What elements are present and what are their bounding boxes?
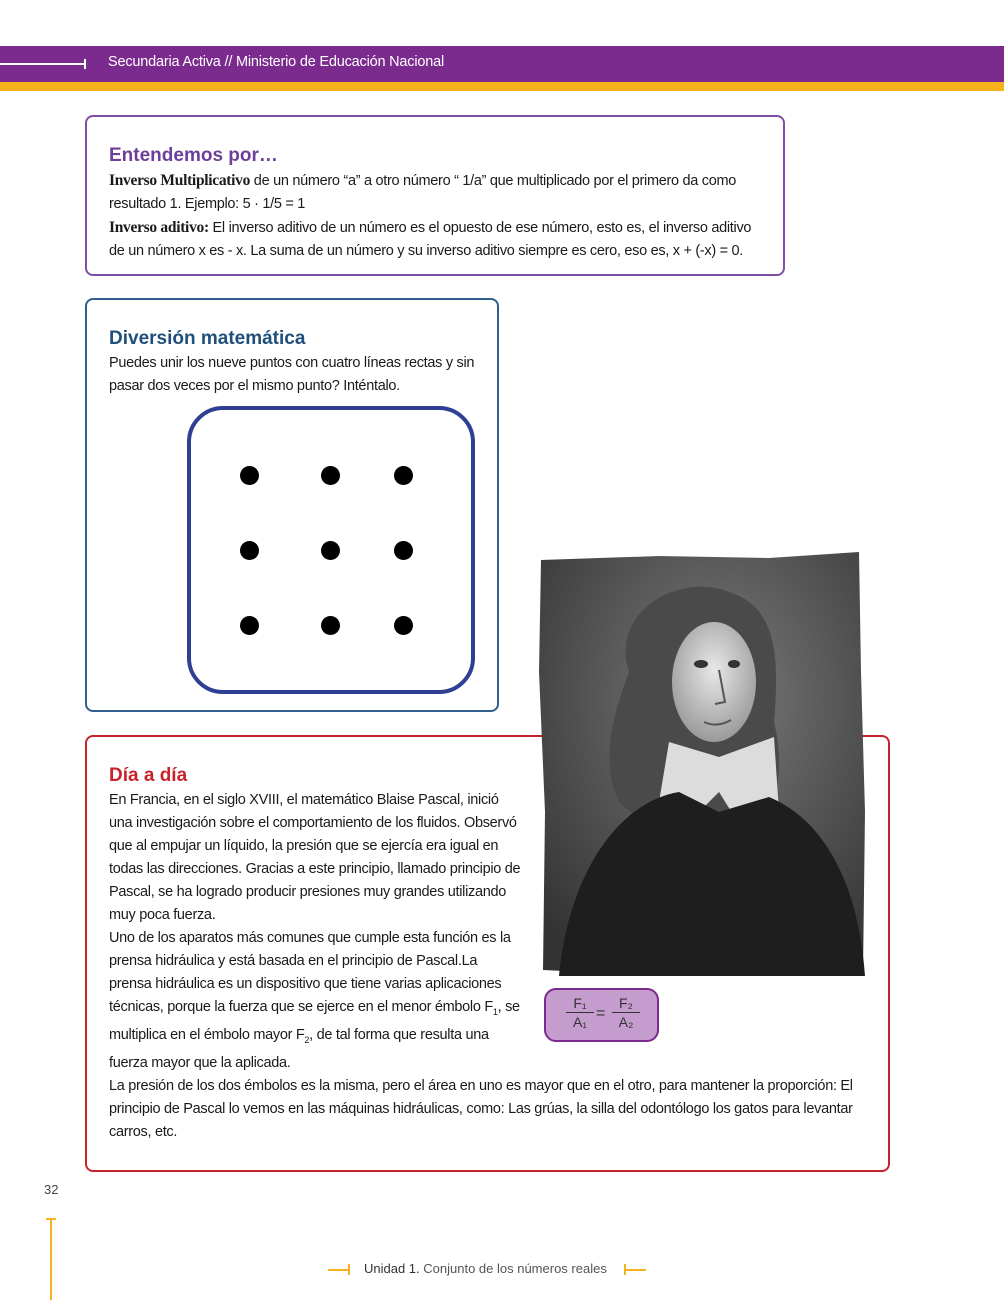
- daily-paragraph-2-part-c: , de tal forma que resulta una fuerza mayor que la aplicada.: [109, 1026, 489, 1071]
- term-multiplicative-inverse: Inverso Multiplicativo: [109, 172, 251, 189]
- daily-paragraph-1: En Francia, en el siglo XVIII, el matemático Blaise Pascal, inició una investigación sobre el comportamiento de los fluidos. Observó que al empujar un líquido, la presión que se ejercía era igual en todas las direcciones. Gracias a este principio, llamado principio de Pascal, se ha logrado producir presiones muy grandes utilizando muy poca fuerza.: [109, 792, 521, 923]
- footer-tick-left: [348, 1264, 350, 1275]
- page-number: 32: [44, 1182, 59, 1197]
- footer-unit-label: Unidad 1.: [364, 1261, 420, 1276]
- daily-title: Día a día: [109, 765, 188, 786]
- definitions-title: Entendemos por…: [109, 145, 278, 166]
- puzzle-dot: [240, 616, 259, 635]
- puzzle-dot: [394, 616, 413, 635]
- puzzle-dot: [321, 541, 340, 560]
- puzzle-dot: [394, 541, 413, 560]
- formula-equals: =: [596, 1005, 606, 1022]
- footer-rule-right: [624, 1269, 646, 1271]
- puzzle-dot: [240, 541, 259, 560]
- definition-additive-inverse: El inverso aditivo de un número es el opuesto de ese número, esto es, el inverso aditivo de un número x es - x. La suma de un número y su inverso aditivo siempre es cero, eso es, x + (-x) = 0.: [109, 220, 752, 259]
- daily-paragraph-2: [109, 927, 521, 1075]
- fraction-left: [566, 995, 594, 1030]
- definitions-box: [85, 115, 785, 276]
- puzzle-dot: [240, 466, 259, 485]
- definition-multiplicative-inverse: de un número “a” a otro número “ 1/a” que multiplicado por el primero da como resultado 1. Ejemplo: 5 · 1/5 = 1: [109, 173, 737, 212]
- footer-unit-title: [364, 1261, 607, 1276]
- margin-rule: [50, 1218, 52, 1300]
- formula-denominator-a2: A₂: [618, 1014, 634, 1030]
- fraction-right: [612, 995, 640, 1030]
- puzzle-dot: [321, 616, 340, 635]
- formula-numerator-f2: F₂: [612, 995, 640, 1013]
- footer-rule-left: [328, 1269, 350, 1271]
- footer-unit-name: Conjunto de los números reales: [419, 1261, 607, 1276]
- blaise-pascal-portrait: [539, 552, 867, 976]
- pascal-formula: [544, 988, 659, 1042]
- formula-denominator-a1: A₁: [572, 1014, 588, 1030]
- daily-paragraph-2-part-b: , se multiplica en el émbolo mayor F: [109, 999, 520, 1043]
- puzzle-dot: [394, 466, 413, 485]
- header-accent-stripe: [0, 82, 1004, 91]
- subscript-2: 2: [304, 1034, 310, 1045]
- definitions-text: [109, 169, 769, 263]
- header-title: Secundaria Activa // Ministerio de Educación Nacional: [108, 54, 444, 70]
- fun-math-title: Diversión matemática: [109, 328, 306, 349]
- header-rule-tick: [84, 59, 86, 69]
- daily-paragraph-2-part-a: Uno de los aparatos más comunes que cumple esta función es la prensa hidráulica y está basada en el principio de Pascal.La prensa hidráulica es un dispositivo que tiene varias aplicaciones técnicas, porque la fuerza que se ejerce en el menor émbolo F: [109, 930, 511, 1015]
- puzzle-dot: [321, 466, 340, 485]
- header-rule: [0, 63, 86, 65]
- daily-paragraph-3: La presión de los dos émbolos es la misma, pero el área en uno es mayor que en el otro, para mantener la proporción: El principio de Pascal lo vemos en las máquinas hidráulicas, como: Las grúas, la silla del odontólogo los gatos para levantar carros, etc.: [109, 1077, 853, 1140]
- formula-numerator-f1: F₁: [566, 995, 594, 1013]
- subscript-1: 1: [492, 1006, 498, 1017]
- fun-math-text: Puedes unir los nueve puntos con cuatro líneas rectas y sin pasar dos veces por el mismo punto? Inténtalo.: [109, 355, 475, 394]
- term-additive-inverse: Inverso aditivo:: [109, 219, 209, 236]
- nine-dots-puzzle: [187, 406, 475, 694]
